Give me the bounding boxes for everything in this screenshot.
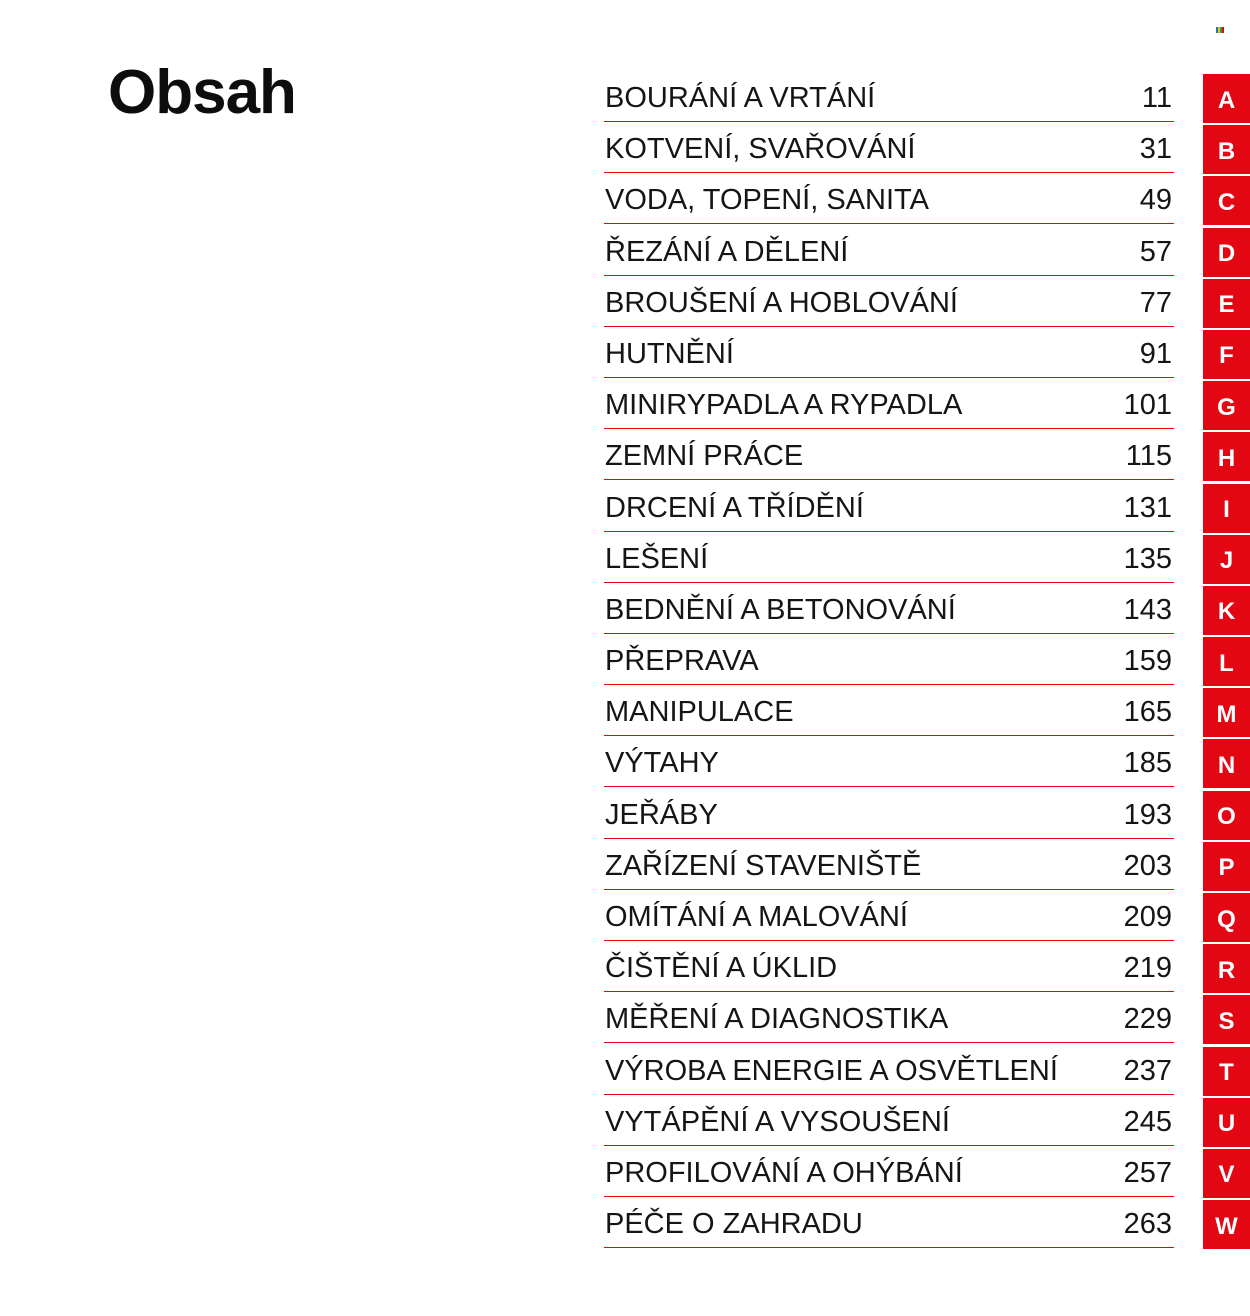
toc-entry-page-number: 185	[1123, 747, 1172, 780]
section-tab[interactable]: D	[1203, 228, 1250, 277]
page-title: Obsah	[108, 58, 296, 127]
section-tab[interactable]: G	[1203, 381, 1250, 430]
section-tab[interactable]: U	[1203, 1098, 1250, 1147]
toc-entry-label: MANIPULACE	[605, 696, 794, 729]
toc-entry[interactable]	[604, 277, 1174, 327]
toc-entry-label: VÝTAHY	[605, 747, 719, 780]
section-tab[interactable]: I	[1203, 484, 1250, 533]
section-tab[interactable]: J	[1203, 535, 1250, 584]
toc-entry[interactable]	[604, 635, 1174, 685]
toc-entry[interactable]	[604, 993, 1174, 1043]
section-tab[interactable]: S	[1203, 995, 1250, 1044]
toc-entry-page-number: 193	[1123, 798, 1172, 831]
toc-entry-page-number: 219	[1123, 952, 1172, 985]
toc-entry-page-number: 131	[1123, 491, 1172, 524]
section-tab[interactable]: H	[1203, 432, 1250, 481]
section-tab[interactable]: V	[1203, 1149, 1250, 1198]
section-tab[interactable]: C	[1203, 176, 1250, 225]
section-tab[interactable]: F	[1203, 330, 1250, 379]
toc-entry[interactable]	[604, 174, 1174, 224]
toc-entry-page-number: 91	[1139, 337, 1172, 370]
section-tab[interactable]: B	[1203, 125, 1250, 174]
toc-entry-label: ŘEZÁNÍ A DĚLENÍ	[605, 235, 849, 268]
toc-entry-page-number: 229	[1123, 1003, 1172, 1036]
section-tab[interactable]: P	[1203, 842, 1250, 891]
toc-entry-label: VÝROBA ENERGIE A OSVĚTLENÍ	[605, 1054, 1058, 1087]
toc-entry-page-number: 203	[1123, 849, 1172, 882]
toc-entry[interactable]	[604, 72, 1174, 122]
toc-entry[interactable]	[604, 1045, 1174, 1095]
section-tab[interactable]: A	[1203, 74, 1250, 123]
toc-entry[interactable]	[604, 1147, 1174, 1197]
toc-entry-label: ZAŘÍZENÍ STAVENIŠTĚ	[605, 849, 922, 882]
toc-entry-label: JEŘÁBY	[605, 798, 718, 831]
section-tab[interactable]: K	[1203, 586, 1250, 635]
table-of-contents	[604, 72, 1174, 1249]
toc-entry-label: BROUŠENÍ A HOBLOVÁNÍ	[605, 286, 958, 319]
toc-entry-label: MĚŘENÍ A DIAGNOSTIKA	[605, 1003, 949, 1036]
toc-entry[interactable]	[604, 584, 1174, 634]
toc-entry-label: PÉČE O ZAHRADU	[605, 1208, 863, 1241]
toc-entry[interactable]	[604, 533, 1174, 583]
toc-entry-page-number: 77	[1139, 286, 1172, 319]
toc-entry-label: KOTVENÍ, SVAŘOVÁNÍ	[605, 133, 916, 166]
section-tab[interactable]: O	[1203, 791, 1250, 840]
section-tab[interactable]: N	[1203, 739, 1250, 788]
toc-entry-page-number: 101	[1123, 389, 1172, 422]
toc-entry-label: HUTNĚNÍ	[605, 337, 734, 370]
toc-entry[interactable]	[604, 1096, 1174, 1146]
toc-entry[interactable]	[604, 482, 1174, 532]
toc-entry-label: PROFILOVÁNÍ A OHÝBÁNÍ	[605, 1156, 963, 1189]
toc-entry-page-number: 257	[1123, 1156, 1172, 1189]
corner-mark-swatch	[1222, 27, 1224, 33]
section-tab[interactable]: T	[1203, 1047, 1250, 1096]
toc-entry[interactable]	[604, 226, 1174, 276]
toc-entry-page-number: 209	[1123, 901, 1172, 933]
toc-entry-label: BOURÁNÍ A VRTÁNÍ	[605, 82, 876, 114]
toc-entry-label: MINIRYPADLA A RYPADLA	[605, 389, 963, 422]
toc-entry[interactable]	[604, 1198, 1174, 1248]
toc-entry-label: OMÍTÁNÍ A MALOVÁNÍ	[605, 901, 908, 933]
toc-entry-label: BEDNĚNÍ A BETONOVÁNÍ	[605, 593, 956, 626]
toc-entry[interactable]	[604, 891, 1174, 941]
section-tab[interactable]: E	[1203, 279, 1250, 328]
toc-entry[interactable]	[604, 737, 1174, 787]
section-tab[interactable]: Q	[1203, 893, 1250, 942]
toc-entry[interactable]	[604, 430, 1174, 480]
toc-entry-page-number: 31	[1139, 133, 1172, 166]
toc-entry-page-number: 143	[1123, 593, 1172, 626]
toc-entry-label: LEŠENÍ	[605, 542, 709, 575]
section-tab[interactable]: W	[1203, 1200, 1250, 1249]
toc-entry-page-number: 135	[1123, 542, 1172, 575]
toc-entry-label: PŘEPRAVA	[605, 645, 759, 678]
corner-color-mark	[1216, 27, 1224, 33]
toc-entry[interactable]	[604, 123, 1174, 173]
toc-entry-page-number: 237	[1123, 1054, 1172, 1087]
toc-entry-page-number: 57	[1139, 235, 1172, 268]
toc-entry[interactable]	[604, 686, 1174, 736]
toc-entry[interactable]	[604, 328, 1174, 378]
toc-entry-page-number: 159	[1123, 645, 1172, 678]
toc-entry-page-number: 245	[1123, 1105, 1172, 1138]
section-tab[interactable]: L	[1203, 637, 1250, 686]
toc-entry-label: ZEMNÍ PRÁCE	[605, 440, 804, 473]
toc-entry-page-number: 115	[1125, 440, 1172, 473]
section-tabs	[1203, 74, 1250, 1251]
toc-entry-page-number: 263	[1123, 1208, 1172, 1241]
section-tab[interactable]: M	[1203, 688, 1250, 737]
section-tab[interactable]: R	[1203, 944, 1250, 993]
toc-entry-label: VODA, TOPENÍ, SANITA	[605, 184, 929, 217]
toc-entry[interactable]	[604, 840, 1174, 890]
toc-entry[interactable]	[604, 942, 1174, 992]
toc-entry[interactable]	[604, 789, 1174, 839]
toc-entry-page-number: 11	[1141, 82, 1172, 114]
toc-entry-label: DRCENÍ A TŘÍDĚNÍ	[605, 491, 864, 524]
toc-entry[interactable]	[604, 379, 1174, 429]
toc-entry-page-number: 165	[1123, 696, 1172, 729]
toc-entry-label: VYTÁPĚNÍ A VYSOUŠENÍ	[605, 1105, 950, 1138]
toc-entry-page-number: 49	[1139, 184, 1172, 217]
toc-entry-label: ČIŠTĚNÍ A ÚKLID	[605, 952, 838, 985]
